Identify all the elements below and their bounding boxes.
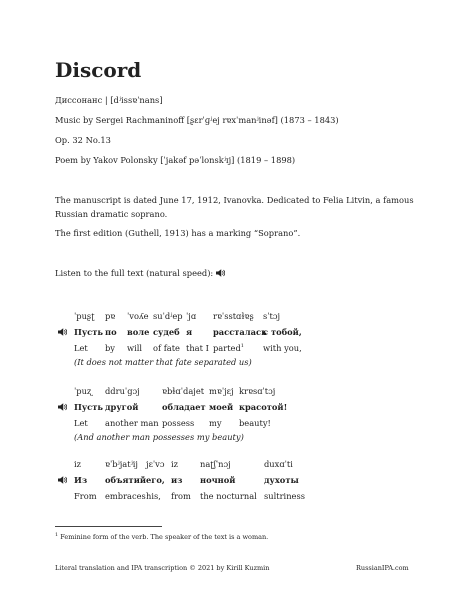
russian-word: обладает [162,402,206,412]
line-translation: (It does not matter that fate separated us) [74,357,252,367]
music-credit: Music by Sergei Rachmaninoff [ʂɛrˈɡʲej rɐxˈmanʲinəf] (1873 – 1843) [55,115,339,125]
russian-word: Пусть [74,327,103,337]
ipa-word: ɐbɫɑˈdajet [162,386,205,396]
listen-line [55,268,225,279]
russian-word: из [171,475,183,485]
english-word: Let [74,418,88,428]
russian-word: красотой! [239,402,288,412]
ipa-word: ˈjɑ [186,311,197,321]
english-word: by [105,343,115,353]
russian-word: по [105,327,117,337]
line-translation: (And another man possesses my beauty) [74,432,244,442]
footnote-text: Feminine form of the verb. The speaker of the text is a woman. [58,533,269,541]
ipa-word: ɐˈbʲjatʲij [105,459,139,469]
site-name: RussianIPA.com [356,564,409,572]
russian-word: моей [209,402,234,412]
opus-number: Op. 32 No.13 [55,135,111,145]
ipa-word: krɐsɑˈtɔj [239,386,276,396]
english-word: beauty! [239,418,271,428]
english-word [213,342,244,354]
ipa-word: jɛˈvɔ [146,459,165,469]
russian-word: судеб [153,327,180,337]
ipa-word: suˈdʲep [153,311,183,321]
first-edition-note: The first edition (Guthell, 1913) has a marking “Soprano”. [55,228,301,238]
russian-word: Пусть [74,402,103,412]
english-word: with you, [263,343,302,353]
ipa-word: pɐ [105,311,116,321]
ipa-word: iz [74,459,82,469]
speaker-icon[interactable] [58,476,67,484]
speaker-icon[interactable] [58,403,67,411]
russian-word: с тобой, [263,327,302,337]
speaker-icon[interactable] [216,269,225,277]
english-word: another man [105,418,159,428]
english-word: the nocturnal [200,491,257,501]
russian-word: воле [127,327,150,337]
english-word: sultriness [264,491,305,501]
english-word-text: parted [213,343,241,353]
russian-word: Из [74,475,88,485]
ipa-word: ˈpuʐ [74,386,92,396]
footnote-marker: 1 [240,343,244,350]
english-word: possess [162,418,195,428]
ipa-word: sˈtɔj [263,311,281,321]
english-word: his, [146,491,161,501]
english-word: Let [74,343,88,353]
ipa-word: ˈvoʎe [127,311,149,321]
ipa-word: naʈʃˈnɔj [200,459,231,469]
speaker-icon[interactable] [58,328,67,336]
russian-word: ночной [200,475,236,485]
english-word: my [209,418,222,428]
manuscript-note: The manuscript is dated June 17, 1912, Ivanovka. Dedicated to Felia Litvin, a famous Russian dramatic soprano. [55,195,414,219]
ipa-word: ˈpuʂʈ [74,311,95,321]
copyright-notice: Literal translation and IPA transcription © 2021 by Kirill Kuzmin [55,564,270,572]
stanza-1 [55,310,435,390]
ipa-word: rɐˈsstɑɫɐʂ [213,311,254,321]
ipa-word: iz [171,459,179,469]
russian-word: духоты [264,475,299,485]
ipa-word: ddruˈgɔj [105,386,140,396]
english-word: from [171,491,191,501]
english-word: From [74,491,97,501]
english-word: will [127,343,143,353]
english-word: of fate [153,343,180,353]
footnote [55,533,268,541]
russian-title: Диссонанс | [dʲissɐˈnans] [55,95,163,105]
stanza-2 [55,385,435,465]
ipa-word: duxɑˈti [264,459,293,469]
ipa-word: mɐˈjɛj [209,386,234,396]
russian-word: его, [146,475,165,485]
footnote-divider [55,526,162,527]
poem-credit: Poem by Yakov Polonsky [ˈjakəf pəˈlonskʲɪj] (1819 – 1898) [55,155,296,165]
english-word: that I [186,343,209,353]
russian-word: объятий [105,475,147,485]
russian-word: я [186,327,193,337]
english-word: embraces [105,491,146,501]
footnote-number: 1 [55,531,59,538]
page-title: Discord [55,58,142,82]
russian-word: рассталась [213,327,267,337]
russian-word: другой [105,402,139,412]
listen-label: Listen to the full text (natural speed): [55,268,214,278]
